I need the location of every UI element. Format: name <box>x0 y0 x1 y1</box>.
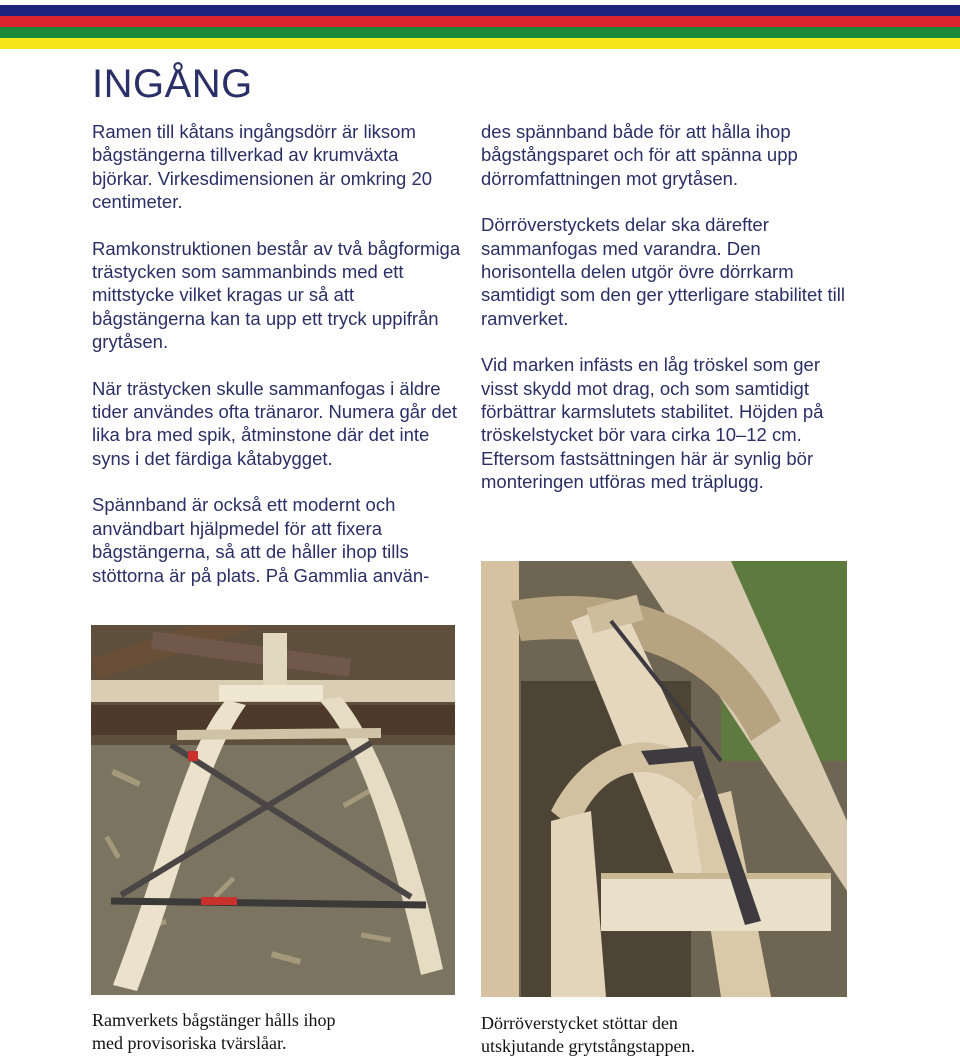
stripe-blue <box>0 5 960 16</box>
paragraph: Ramkonstruktionen består av två bågformiga trästycken som sammanbinds med ett mittstycke vilket kragas ur så att bågstängerna kan ta upp ett tryck uppifrån grytåsen. <box>92 237 461 353</box>
photo-door-lintel-illustration <box>481 561 847 997</box>
paragraph: Dörröverstyckets delar ska därefter sammanfogas med varandra. Den horisontella delen utgör övre dörrkarm samtidigt som den ger ytterligare stabilitet till ramverket. <box>481 214 845 329</box>
stripe-yellow <box>0 38 960 49</box>
caption-left-photo <box>92 1009 452 1055</box>
stripe-green <box>0 27 960 38</box>
paragraph: När trästycken skulle sammanfogas i äldre tider användes ofta tränaror. Numera går det lika bra med spik, åtminstone där det inte syns i det färdiga kåtabygget. <box>92 377 458 469</box>
paragraph: Ramen till kåtans ingångsdörr är liksom bågstängerna tillverkad av krumväxta björkar. Virkesdimensionen är omkring 20 centimeter. <box>92 121 433 213</box>
text-column-right <box>481 120 853 517</box>
stripe-red <box>0 16 960 27</box>
photo-door-lintel <box>481 561 847 997</box>
text-column-left <box>92 120 464 610</box>
caption-line: med provisoriska tvärslåar. <box>92 1033 287 1053</box>
caption-right-photo <box>481 1012 847 1058</box>
paragraph: Spännband är också ett modernt och användbart hjälpmedel för att fixera bågstängerna, så att de håller ihop tills stöttorna är på plats. På Gammlia använ- <box>92 494 430 586</box>
caption-line: utskjutande grytstångstappen. <box>481 1036 695 1056</box>
photo-door-frame-illustration <box>91 625 455 995</box>
page-title: INGÅNG <box>92 62 253 106</box>
caption-line: Ramverkets bågstänger hålls ihop <box>92 1010 336 1030</box>
paragraph: Vid marken infästs en låg tröskel som ger visst skydd mot drag, och som samtidigt förbättrar karmslutets stabilitet. Höjden på tröskelstycket bör vara cirka 10–12 cm. Eftersom fastsättningen här är synlig bör monteringen utföras med träplugg. <box>481 354 824 493</box>
caption-line: Dörröverstycket stöttar den <box>481 1013 678 1033</box>
sami-flag-stripes <box>0 0 960 50</box>
paragraph: des spännband både för att hålla ihop bågstångsparet och för att spänna upp dörromfattningen mot grytåsen. <box>481 121 798 189</box>
photo-door-frame-on-ground <box>91 625 455 995</box>
